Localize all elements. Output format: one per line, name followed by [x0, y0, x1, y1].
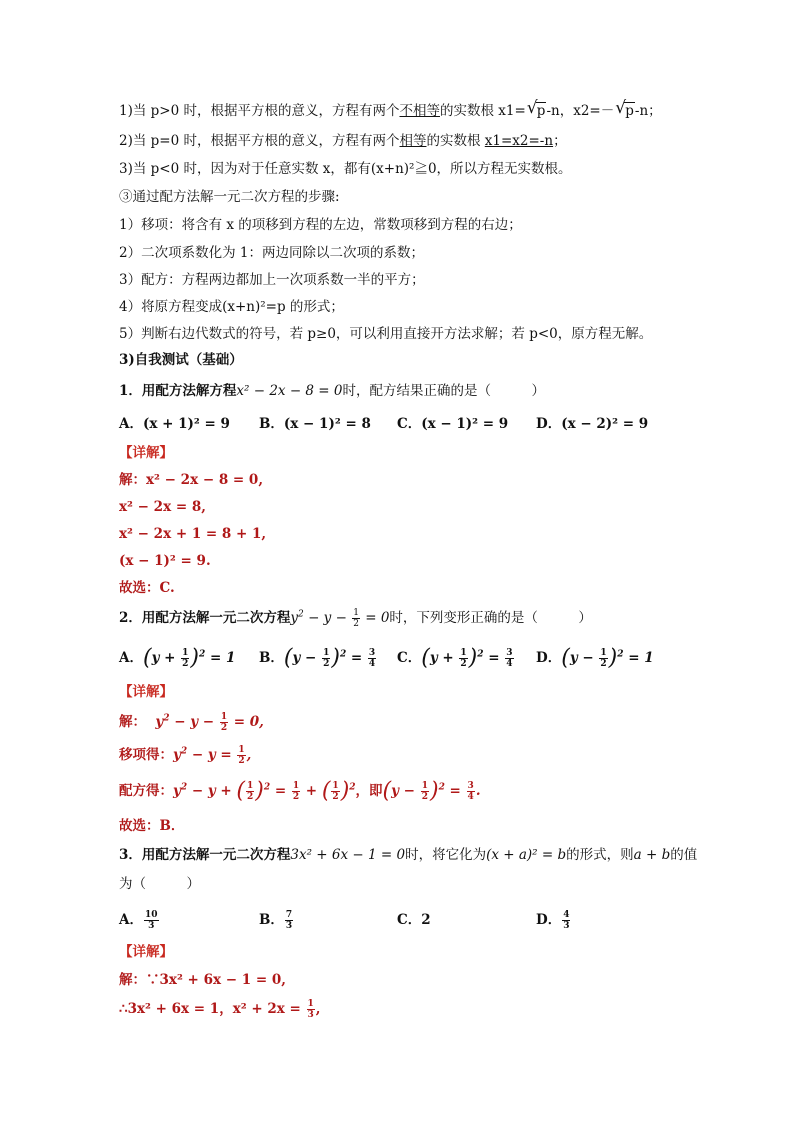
- q2-option-a: A．(y + $\frac{1}{2}$ )$^2$ = 1: [119, 645, 236, 671]
- q3-stem: 3．用配方法解一元二次方程3x² + 6x − 1 = 0时，将它化为(x + a)² = b的形式，则a + b的值: [119, 847, 698, 863]
- case-p-positive: 1)当 p>0 时，根据平方根的意义，方程有两个不相等的实数根 x1=√ p-n，x2=－√ p-n；: [119, 101, 662, 121]
- q3-option-c: C．2: [397, 912, 431, 928]
- case-p-negative: 3)当 p<0 时，因为对于任意实数 x，都有(x+n)²≧0，所以方程无实数根。: [119, 161, 572, 177]
- q1-solution-line-1: 解：x² − 2x − 8 = 0,: [119, 472, 264, 488]
- q2-solution-line-3: 配方得：$y^2 - y$ + ( $\frac{1}{2}$ )$^2$ = $\frac{1}{2}$ + ( $\frac{1}{2}$ )$^2$，即(y − $\frac{1}{2}$ )$^2$ = $\frac{3}{4}$ .: [119, 778, 481, 804]
- q1-solution-line-3: x² − 2x + 1 = 8 + 1,: [119, 526, 267, 542]
- q2-solution-line-1: 解： $y^2 - y$ − $\frac{1}{2}$ = 0,: [119, 712, 264, 733]
- step-2: 2）二次项系数化为 1：两边同除以二次项的系数；: [119, 245, 424, 261]
- q1-option-b: B．(x − 1)² = 8: [259, 416, 371, 432]
- q3-option-b: B． $\frac{7}{3}$: [259, 910, 293, 931]
- q1-solution-line-2: x² − 2x = 8,: [119, 499, 206, 515]
- q3-detail-heading: 【详解】: [119, 944, 173, 960]
- q3-solution-line-1: 解：∵3x² + 6x − 1 = 0,: [119, 972, 286, 988]
- step-4: 4）将原方程变成(x+n)²=p 的形式；: [119, 299, 344, 315]
- q1-stem: 1．用配方法解方程x² − 2x − 8 = 0时，配方结果正确的是（ ）: [119, 383, 545, 399]
- q3-option-d: D． $\frac{4}{3}$: [536, 910, 570, 931]
- step-5: 5）判断右边代数式的符号，若 p≥0，可以利用直接开方法求解；若 p<0，原方程无解。: [119, 326, 653, 342]
- q1-option-a: A．(x + 1)² = 9: [119, 416, 230, 432]
- q1-answer: 故选：C.: [119, 580, 175, 596]
- q2-option-c: C．(y + $\frac{1}{2}$ )$^2$ = $\frac{3}{4}$: [397, 645, 513, 671]
- q2-solution-line-2: 移项得：$y^2 - y$ = $\frac{1}{2}$ ,: [119, 745, 252, 766]
- step-1: 1）移项：将含有 x 的项移到方程的左边，常数项移到方程的右边；: [119, 217, 522, 233]
- q1-solution-line-4: (x − 1)² = 9.: [119, 553, 211, 569]
- q2-stem: 2．用配方法解一元二次方程$y^2 - y$ − $\frac{1}{2}$ = 0时，下列变形正确的是（ ）: [119, 608, 592, 629]
- steps-title: ③通过配方法解一元二次方程的步骤:: [119, 189, 340, 205]
- section-heading: 3)自我测试（基础）: [119, 352, 243, 368]
- q3-stem-line-2: 为（ ）: [119, 876, 200, 892]
- q1-detail-heading: 【详解】: [119, 445, 173, 461]
- step-3: 3）配方：方程两边都加上一次项系数一半的平方；: [119, 272, 425, 288]
- q2-answer: 故选：B．: [119, 818, 185, 834]
- q1-option-c: C．(x − 1)² = 9: [397, 416, 509, 432]
- q2-detail-heading: 【详解】: [119, 684, 173, 700]
- q1-option-d: D．(x − 2)² = 9: [536, 416, 649, 432]
- q3-solution-line-2: ∴3x² + 6x = 1，x² + 2x = $\frac{1}{3}$ ,: [119, 999, 321, 1020]
- q2-option-d: D．(y − $\frac{1}{2}$ )$^2$ = 1: [536, 645, 654, 671]
- q3-option-a: A． $\frac{10}{3}$: [119, 910, 158, 931]
- case-p-zero: 2)当 p=0 时，根据平方根的意义，方程有两个相等的实数根 x1=x2=-n；: [119, 133, 567, 149]
- q2-option-b: B．(y − $\frac{1}{2}$ )$^2$ = $\frac{3}{4}$: [259, 645, 376, 671]
